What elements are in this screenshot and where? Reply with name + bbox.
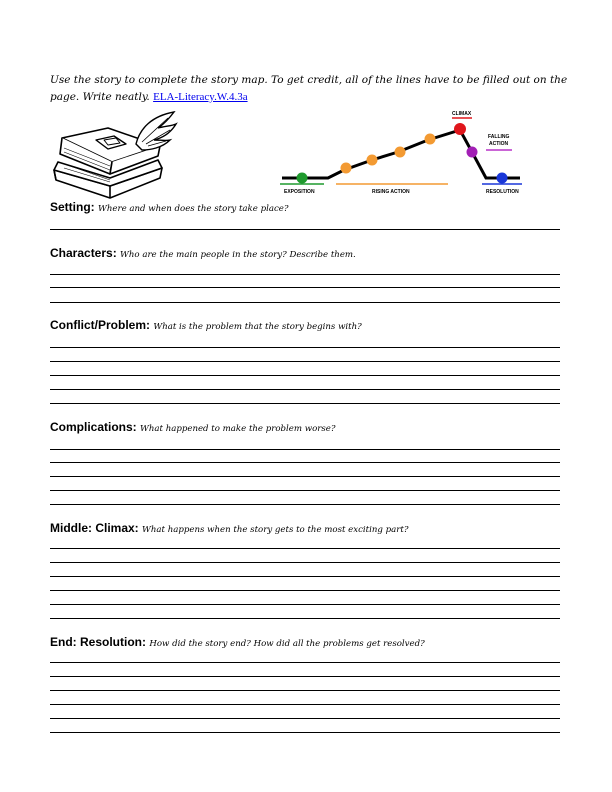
- section-prompt: What happened to make the problem worse?: [140, 424, 336, 434]
- answer-line[interactable]: [50, 403, 560, 404]
- section-heading: Conflict/Problem:: [50, 318, 151, 332]
- book-with-wing-icon: [50, 108, 180, 200]
- section-characters: [50, 246, 560, 260]
- answer-line[interactable]: [50, 732, 560, 733]
- exposition-point: [297, 173, 308, 184]
- answer-line[interactable]: [50, 676, 560, 677]
- section-heading: Middle: Climax:: [50, 521, 139, 535]
- answer-line[interactable]: [50, 604, 560, 605]
- section-climax: [50, 521, 560, 535]
- answer-line[interactable]: [50, 389, 560, 390]
- answer-line[interactable]: [50, 449, 560, 450]
- section-heading: End: Resolution:: [50, 635, 146, 649]
- answer-line[interactable]: [50, 548, 560, 549]
- answer-line[interactable]: [50, 347, 560, 348]
- plot-arc-diagram: [276, 108, 526, 200]
- section-heading: Complications:: [50, 420, 137, 434]
- answer-line[interactable]: [50, 302, 560, 303]
- section-prompt: Where and when does the story take place?: [98, 204, 289, 214]
- answer-line[interactable]: [50, 229, 560, 230]
- answer-line[interactable]: [50, 462, 560, 463]
- section-setting: [50, 200, 560, 214]
- answer-line[interactable]: [50, 690, 560, 691]
- falling-label-1: FALLING: [488, 134, 510, 140]
- section-heading: Setting:: [50, 200, 95, 214]
- section-prompt: How did the story end? How did all the problems get resolved?: [149, 639, 425, 649]
- section-prompt: What happens when the story gets to the most exciting part?: [142, 525, 409, 535]
- climax-label: CLIMAX: [452, 111, 472, 117]
- answer-line[interactable]: [50, 504, 560, 505]
- instructions-text: Use the story to complete the story map. To get credit, all of the lines have to be filled out on the page. Write neatly.: [50, 74, 568, 103]
- section-complications: [50, 420, 560, 434]
- answer-line[interactable]: [50, 662, 560, 663]
- instructions: [50, 72, 570, 106]
- answer-line[interactable]: [50, 375, 560, 376]
- section-prompt: Who are the main people in the story? Describe them.: [120, 250, 356, 260]
- answer-line[interactable]: [50, 274, 560, 275]
- section-heading: Characters:: [50, 246, 117, 260]
- rising-point-4: [425, 134, 436, 145]
- rising-point-3: [395, 147, 406, 158]
- rising-point-2: [367, 155, 378, 166]
- falling-label-2: ACTION: [489, 141, 509, 147]
- answer-line[interactable]: [50, 618, 560, 619]
- standard-link[interactable]: ELA-Literacy.W.4.3a: [153, 91, 248, 103]
- resolution-label: RESOLUTION: [486, 189, 519, 195]
- answer-line[interactable]: [50, 576, 560, 577]
- answer-line[interactable]: [50, 704, 560, 705]
- answer-line[interactable]: [50, 718, 560, 719]
- falling-point: [467, 147, 478, 158]
- section-resolution: [50, 635, 560, 649]
- climax-point: [454, 123, 466, 135]
- exposition-label: EXPOSITION: [284, 189, 315, 195]
- answer-line[interactable]: [50, 590, 560, 591]
- rising-point-1: [341, 163, 352, 174]
- answer-line[interactable]: [50, 490, 560, 491]
- resolution-point: [497, 173, 508, 184]
- section-conflict: [50, 318, 560, 332]
- answer-line[interactable]: [50, 562, 560, 563]
- answer-line[interactable]: [50, 476, 560, 477]
- answer-line[interactable]: [50, 361, 560, 362]
- section-prompt: What is the problem that the story begins with?: [153, 322, 362, 332]
- answer-line[interactable]: [50, 287, 560, 288]
- rising-action-label: RISING ACTION: [372, 189, 410, 195]
